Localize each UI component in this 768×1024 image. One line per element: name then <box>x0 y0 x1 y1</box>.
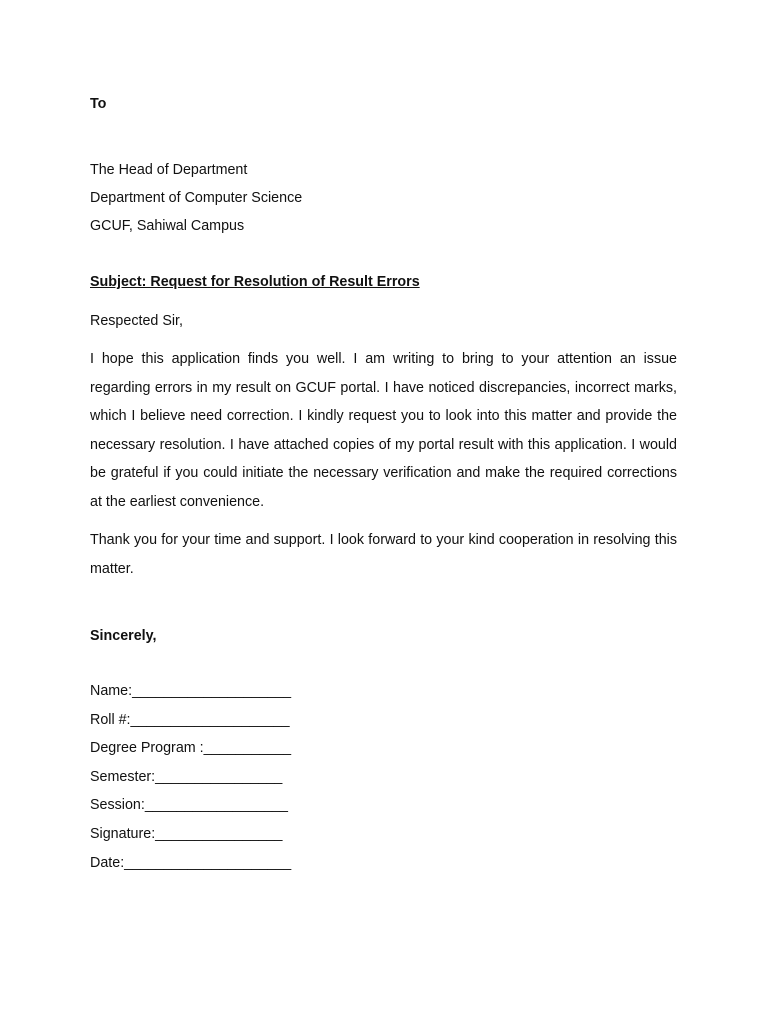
signature-field: Signature:________________ <box>90 825 283 842</box>
degree-program-field: Degree Program :___________ <box>90 740 292 757</box>
semester-field: Semester:________________ <box>90 768 283 785</box>
session-field: Session:__________________ <box>90 797 288 814</box>
name-field: Name:____________________ <box>90 683 292 699</box>
recipient-line: Department of Computer Science <box>90 190 303 206</box>
recipient-line: GCUF, Sahiwal Campus <box>90 218 245 234</box>
body-paragraph: I hope this application finds you well. I am writing to bring to your attention an issue regarding errors in my result on GCUF portal. I have noticed discrepancies, incorrect marks, which I believe need correction. I kindly request you to look into this matter and provide the necessary resolution. I have attached copies of my portal result with this application. I would be grateful if you could initiate the necessary verification and make the required corrections at the earliest convenience. <box>90 351 677 510</box>
recipient-block <box>90 156 677 240</box>
closing: Sincerely, <box>90 628 157 644</box>
to-heading: To <box>90 96 107 112</box>
subject-line: Subject: Request for Resolution of Result Errors <box>90 274 420 290</box>
recipient-line: The Head of Department <box>90 162 248 178</box>
signature-fields <box>90 677 677 877</box>
letter-body <box>90 90 677 877</box>
date-field: Date:_____________________ <box>90 854 292 871</box>
salutation: Respected Sir, <box>90 313 183 329</box>
roll-field: Roll #:____________________ <box>90 711 290 728</box>
body-paragraph: Thank you for your time and support. I look forward to your kind cooperation in resolving this matter. <box>90 532 677 577</box>
